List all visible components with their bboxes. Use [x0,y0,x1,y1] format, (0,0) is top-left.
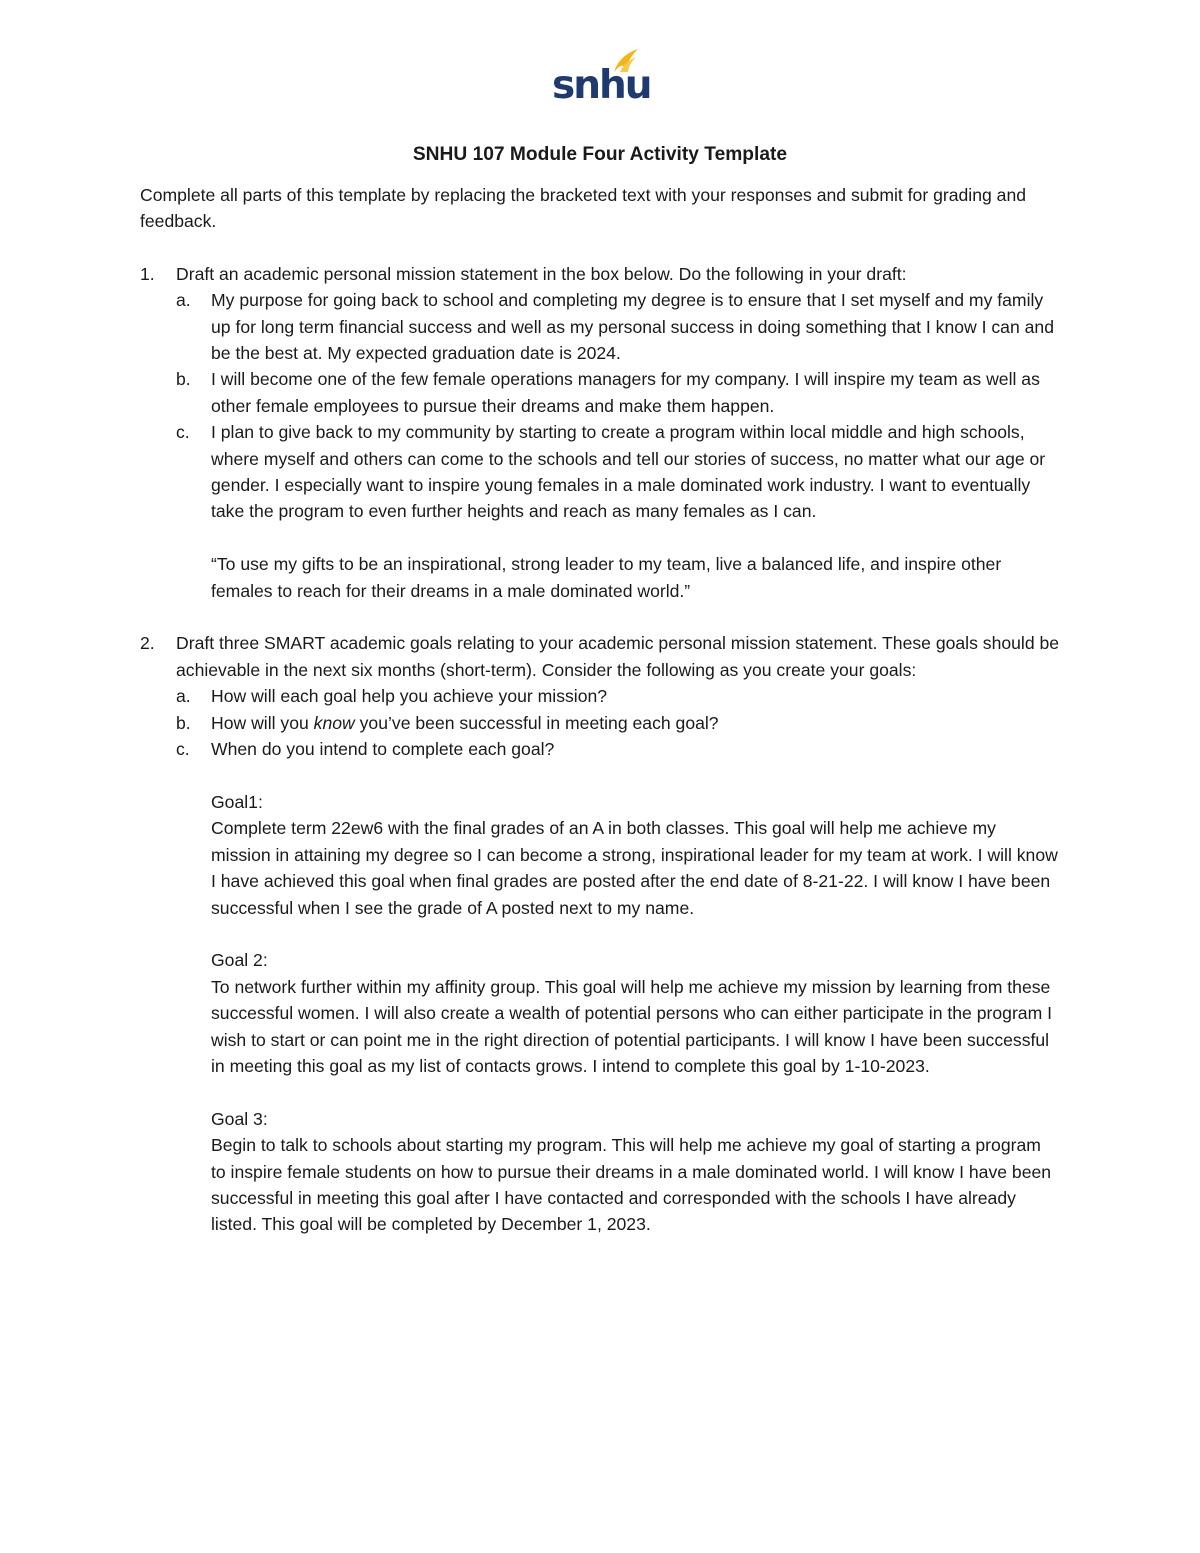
q2-item-a [140,683,1060,709]
q2-item-c [140,736,1060,762]
goal-1-text: Complete term 22ew6 with the final grades of an A in both classes. This goal will help me achieve my mission in attaining my degree so I can become a strong, inspirational leader for my team at work. I will know I have achieved this goal when final grades are posted after the end date of 8-21-22. I will know I have been successful when I see the grade of A posted next to my name. [211,818,1058,918]
q1-item-c-text: I plan to give back to my community by starting to create a program within local middle and high schools, where myself and others can come to the schools and tell our stories of success, no matter what our age or gender. I especially want to inspire young females in a male dominated work industry. I want to eventually take the program to even further heights and reach as many females as I can. [211,422,1046,522]
q2-item-c-letter: c. [176,739,190,760]
q1-item-b-letter: b. [176,369,191,390]
mission-statement: “To use my gifts to be an inspirational, strong leader to my team, live a balanced life, and inspire other females to reach for their dreams in a male dominated world.” [211,554,1002,601]
goal-1-label: Goal1: [211,791,263,812]
q1-item-c [140,419,1060,525]
q2-item-a-letter: a. [176,686,191,707]
question-2 [140,630,1060,683]
q2-item-b-letter: b. [176,712,191,733]
q2-item-c-text: When do you intend to complete each goal? [211,739,555,760]
q2-item-b-text-after: you’ve been successful in meeting each goal? [354,712,719,733]
q2-item-a-text: How will each goal help you achieve your mission? [211,686,608,707]
q1-item-a-text: My purpose for going back to school and completing my degree is to ensure that I set myself and my family up for long term financial success and well as my personal success in doing something that I know I can and be the best at. My expected graduation date is 2024. [211,290,1054,364]
q2-item-b-text-before: How will you [211,712,314,733]
goal-3-text: Begin to talk to schools about starting my program. This will help me achieve my goal of starting a program to inspire female students on how to pursue their dreams in a male dominated world. I will know I have been successful in meeting this goal after I have contacted and corresponded with the schools I have already listed. This goal will be completed by December 1, 2023. [211,1135,1052,1235]
q2-item-b-emphasis: know [313,712,355,733]
question-1-prompt: Draft an academic personal mission statement in the box below. Do the following in your draft: [176,263,907,284]
q1-item-b [140,366,1060,419]
q2-item-b [140,710,1060,736]
question-2-prompt: Draft three SMART academic goals relating to your academic personal mission statement. These goals should be achievable in the next six months (short-term). Consider the following as you create your goals: [176,633,1060,680]
document-body [140,140,1060,1238]
logo-wordmark: snhu [552,63,651,108]
intro-paragraph: Complete all parts of this template by replacing the bracketed text with your responses and submit for grading and feedback. [140,185,1027,232]
question-1-number: 1. [140,263,155,284]
goal-3-label: Goal 3: [211,1108,268,1129]
q1-item-a-letter: a. [176,290,191,311]
q1-item-a [140,287,1060,366]
question-2-number: 2. [140,633,155,654]
q1-item-c-letter: c. [176,422,190,443]
question-1 [140,261,1060,287]
snhu-logo [552,48,651,110]
goal-2-text: To network further within my affinity group. This goal will help me achieve my mission by learning from these successful women. I will also create a wealth of potential persons who can either participate in the program I wish to start or can point me in the right direction of potential participants. I will know I have been successful in meeting this goal as my list of contacts grows. I intend to complete this goal by 1-10-2023. [211,976,1053,1076]
goal-2-label: Goal 2: [211,950,268,971]
q1-item-b-text: I will become one of the few female operations managers for my company. I will inspire my team as well as other female employees to pursue their dreams and make them happen. [211,369,1040,416]
document-title: SNHU 107 Module Four Activity Template [412,144,788,165]
